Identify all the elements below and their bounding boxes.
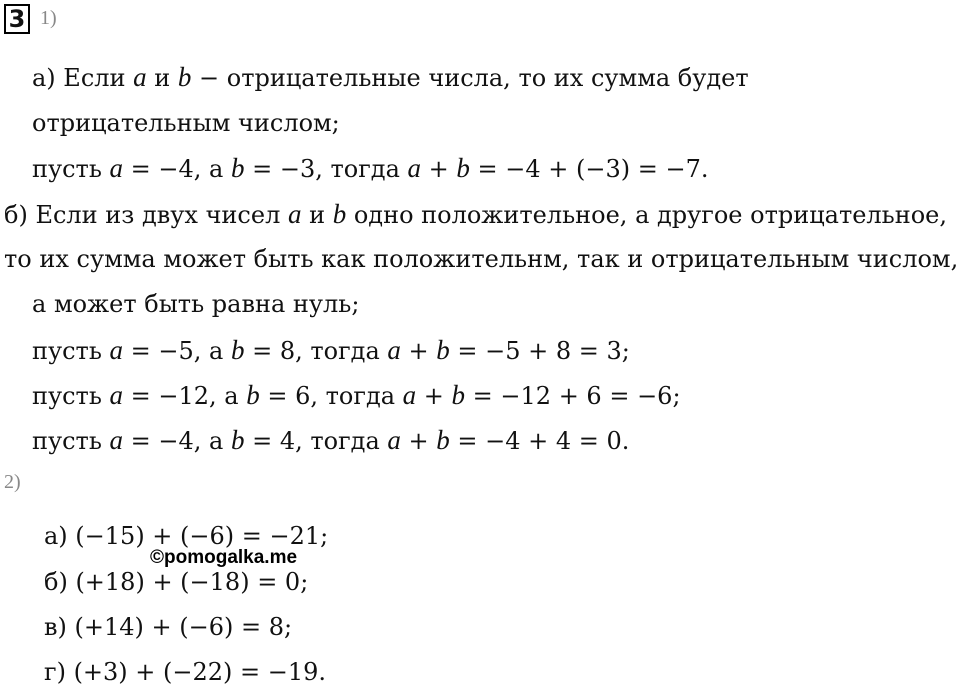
part1-line-8: пусть a = −12, а b = 6, тогда a + b = −12 + 6 = −6; <box>32 380 681 410</box>
part1-line-5: то их сумма может быть как положительнм, так и отрицательным числом, <box>4 245 959 273</box>
part2-line-a: а) (−15) + (−6) = −21; <box>44 522 329 550</box>
part1-line-7: пусть a = −5, а b = 8, тогда a + b = −5 + 8 = 3; <box>32 335 630 365</box>
part1-line-3: пусть a = −4, а b = −3, тогда a + b = −4 + (−3) = −7. <box>32 153 709 183</box>
part1-line-4: б) Если из двух чисел a и b одно положительное, а другое отрицательное, <box>4 199 948 229</box>
part1-line-9: пусть a = −4, а b = 4, тогда a + b = −4 + 4 = 0. <box>32 425 630 455</box>
part1-line-1: а) Если a и b − отрицательные числа, то их сумма будет <box>32 62 749 92</box>
watermark: ©pomogalka.me <box>150 547 298 568</box>
part2-line-d: г) (+3) + (−22) = −19. <box>44 658 327 686</box>
part2-line-c: в) (+14) + (−6) = 8; <box>44 613 293 641</box>
part1-line-6: а может быть равна нуль; <box>32 290 360 318</box>
task-number-box: 3 <box>4 4 30 34</box>
part2-line-b: б) (+18) + (−18) = 0; <box>44 568 309 596</box>
part-1-label: 1) <box>40 7 57 29</box>
part-2-label: 2) <box>4 471 21 493</box>
part1-line-2: отрицательным числом; <box>32 109 340 137</box>
